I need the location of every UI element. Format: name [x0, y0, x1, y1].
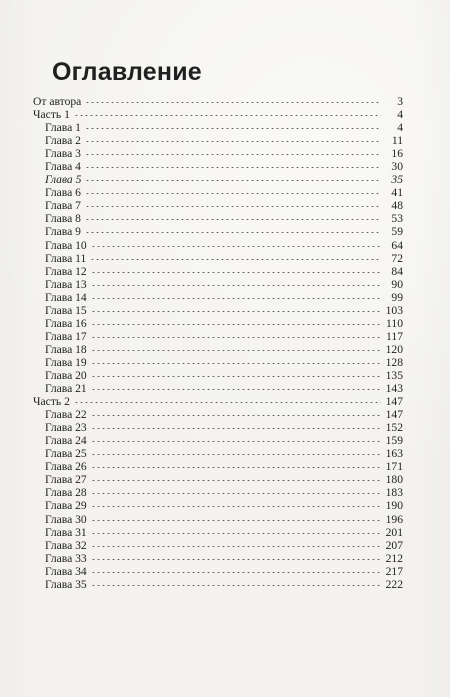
toc-page-number: 90: [391, 277, 403, 291]
dot-leader: [90, 259, 381, 260]
dot-leader: [91, 389, 381, 390]
dot-leader: [91, 585, 381, 586]
dot-leader: [91, 520, 381, 521]
toc-entry-label: Глава 4: [45, 160, 81, 174]
dot-leader: [91, 363, 381, 364]
toc-chapter-entry: [33, 526, 403, 539]
toc-chapter-entry: [33, 173, 403, 186]
toc-chapter-entry: [33, 408, 403, 421]
toc-chapter-entry: [33, 212, 403, 225]
toc-chapter-entry: [33, 578, 403, 591]
toc-chapter-entry: [33, 186, 403, 199]
dot-leader: [91, 533, 381, 534]
toc-page-number: 159: [385, 434, 403, 448]
dot-leader: [91, 272, 381, 273]
toc-page-number: 152: [385, 421, 403, 435]
dot-leader: [91, 311, 381, 312]
toc-page-number: 143: [385, 382, 403, 396]
toc-entry-label: Глава 15: [45, 303, 87, 317]
table-of-contents: [33, 95, 403, 591]
toc-entry-label: Глава 13: [45, 277, 87, 291]
dot-leader: [91, 467, 381, 468]
toc-entry-label: Глава 20: [45, 368, 87, 382]
toc-page-number: 196: [385, 512, 403, 526]
toc-chapter-entry: [33, 499, 403, 512]
toc-page-number: 59: [391, 225, 403, 239]
toc-entry-label: Глава 10: [45, 238, 87, 252]
toc-entry-label: Глава 25: [45, 447, 87, 461]
toc-entry-label: От автора: [33, 95, 82, 108]
toc-page-number: 103: [385, 303, 403, 317]
toc-page-number: 3: [397, 95, 403, 108]
dot-leader: [91, 559, 381, 560]
toc-chapter-entry: [33, 134, 403, 147]
toc-chapter-entry: [33, 343, 403, 356]
dot-leader: [91, 376, 381, 377]
toc-page-number: 207: [385, 538, 403, 552]
toc-section-entry: [33, 395, 403, 408]
toc-entry-label: Глава 35: [45, 577, 87, 591]
toc-chapter-entry: [33, 265, 403, 278]
toc-chapter-entry: [33, 304, 403, 317]
dot-leader: [91, 480, 381, 481]
dot-leader: [85, 167, 381, 168]
toc-entry-label: Глава 28: [45, 486, 87, 500]
toc-page-number: 53: [391, 212, 403, 226]
toc-section-entry: [33, 95, 403, 108]
dot-leader: [85, 193, 381, 194]
toc-page-number: 99: [391, 290, 403, 304]
toc-chapter-entry: [33, 225, 403, 238]
toc-page-number: 222: [385, 577, 403, 591]
toc-entry-label: Глава 27: [45, 473, 87, 487]
toc-page-number: 120: [385, 342, 403, 356]
toc-page-number: 147: [385, 408, 403, 422]
toc-entry-label: Глава 5: [45, 173, 82, 187]
toc-entry-label: Глава 7: [45, 199, 81, 213]
toc-entry-label: Глава 16: [45, 316, 87, 330]
dot-leader: [91, 298, 381, 299]
toc-entry-label: Часть 1: [33, 108, 70, 122]
toc-page-number: 84: [391, 264, 403, 278]
toc-entry-label: Глава 26: [45, 460, 87, 474]
page-title: Оглавление: [52, 58, 202, 86]
toc-entry-label: Глава 12: [45, 264, 87, 278]
dot-leader: [85, 206, 381, 207]
toc-page-number: 30: [391, 160, 403, 174]
toc-page-number: 163: [385, 447, 403, 461]
toc-entry-label: Глава 32: [45, 538, 87, 552]
toc-chapter-entry: [33, 239, 403, 252]
toc-entry-label: Глава 31: [45, 525, 87, 539]
toc-chapter-entry: [33, 421, 403, 434]
toc-chapter-entry: [33, 330, 403, 343]
toc-page-number: 35: [391, 173, 403, 187]
toc-page-number: 16: [391, 147, 403, 161]
toc-chapter-entry: [33, 552, 403, 565]
toc-chapter-entry: [33, 147, 403, 160]
toc-entry-label: Глава 30: [45, 512, 87, 526]
toc-page-number: 41: [391, 186, 403, 200]
toc-chapter-entry: [33, 160, 403, 173]
dot-leader: [85, 180, 381, 181]
toc-page-number: 171: [385, 460, 403, 474]
dot-leader: [85, 102, 381, 103]
dot-leader: [85, 219, 381, 220]
toc-chapter-entry: [33, 278, 403, 291]
toc-entry-label: Глава 8: [45, 212, 81, 226]
toc-entry-label: Часть 2: [33, 395, 70, 409]
toc-page-number: 135: [385, 368, 403, 382]
toc-entry-label: Глава 22: [45, 408, 87, 422]
toc-entry-label: Глава 33: [45, 551, 87, 565]
toc-chapter-entry: [33, 473, 403, 486]
toc-page-number: 217: [385, 564, 403, 578]
toc-entry-label: Глава 34: [45, 564, 87, 578]
dot-leader: [85, 154, 381, 155]
toc-page-number: 180: [385, 473, 403, 487]
toc-chapter-entry: [33, 369, 403, 382]
dot-leader: [74, 115, 381, 116]
toc-entry-label: Глава 3: [45, 147, 81, 161]
toc-chapter-entry: [33, 121, 403, 134]
toc-chapter-entry: [33, 447, 403, 460]
toc-page-number: 48: [391, 199, 403, 213]
toc-entry-label: Глава 1: [45, 121, 81, 135]
dot-leader: [74, 402, 381, 403]
toc-entry-label: Глава 2: [45, 134, 81, 148]
toc-section-entry: [33, 108, 403, 121]
toc-page-number: 212: [385, 551, 403, 565]
toc-page-number: 11: [391, 134, 403, 148]
toc-page-number: 128: [385, 355, 403, 369]
dot-leader: [91, 350, 381, 351]
toc-entry-label: Глава 9: [45, 225, 81, 239]
dot-leader: [91, 246, 381, 247]
toc-chapter-entry: [33, 199, 403, 212]
toc-page-number: 4: [397, 121, 403, 135]
dot-leader: [91, 285, 381, 286]
toc-entry-label: Глава 29: [45, 499, 87, 513]
toc-page-number: 201: [385, 525, 403, 539]
dot-leader: [91, 428, 381, 429]
toc-chapter-entry: [33, 460, 403, 473]
toc-entry-label: Глава 19: [45, 355, 87, 369]
dot-leader: [91, 493, 381, 494]
dot-leader: [91, 506, 381, 507]
toc-entry-label: Глава 11: [45, 251, 87, 265]
dot-leader: [85, 128, 381, 129]
toc-entry-label: Глава 24: [45, 434, 87, 448]
toc-page-number: 64: [391, 238, 403, 252]
dot-leader: [85, 141, 381, 142]
toc-page-number: 190: [385, 499, 403, 513]
toc-chapter-entry: [33, 382, 403, 395]
toc-page-number: 110: [386, 316, 403, 330]
toc-page-number: 147: [385, 395, 403, 409]
toc-chapter-entry: [33, 565, 403, 578]
toc-chapter-entry: [33, 356, 403, 369]
toc-chapter-entry: [33, 434, 403, 447]
toc-chapter-entry: [33, 513, 403, 526]
dot-leader: [91, 441, 381, 442]
dot-leader: [85, 232, 381, 233]
toc-page-number: 183: [385, 486, 403, 500]
toc-chapter-entry: [33, 317, 403, 330]
toc-entry-label: Глава 6: [45, 186, 81, 200]
toc-entry-label: Глава 23: [45, 421, 87, 435]
toc-page-number: 117: [386, 329, 403, 343]
dot-leader: [91, 415, 381, 416]
toc-chapter-entry: [33, 539, 403, 552]
dot-leader: [91, 572, 381, 573]
toc-page-number: 72: [391, 251, 403, 265]
toc-chapter-entry: [33, 252, 403, 265]
dot-leader: [91, 454, 381, 455]
dot-leader: [91, 546, 381, 547]
toc-entry-label: Глава 17: [45, 329, 87, 343]
toc-entry-label: Глава 18: [45, 342, 87, 356]
toc-chapter-entry: [33, 291, 403, 304]
toc-chapter-entry: [33, 486, 403, 499]
dot-leader: [91, 337, 381, 338]
toc-entry-label: Глава 21: [45, 382, 87, 396]
dot-leader: [91, 324, 381, 325]
toc-page-number: 4: [397, 108, 403, 122]
toc-entry-label: Глава 14: [45, 290, 87, 304]
